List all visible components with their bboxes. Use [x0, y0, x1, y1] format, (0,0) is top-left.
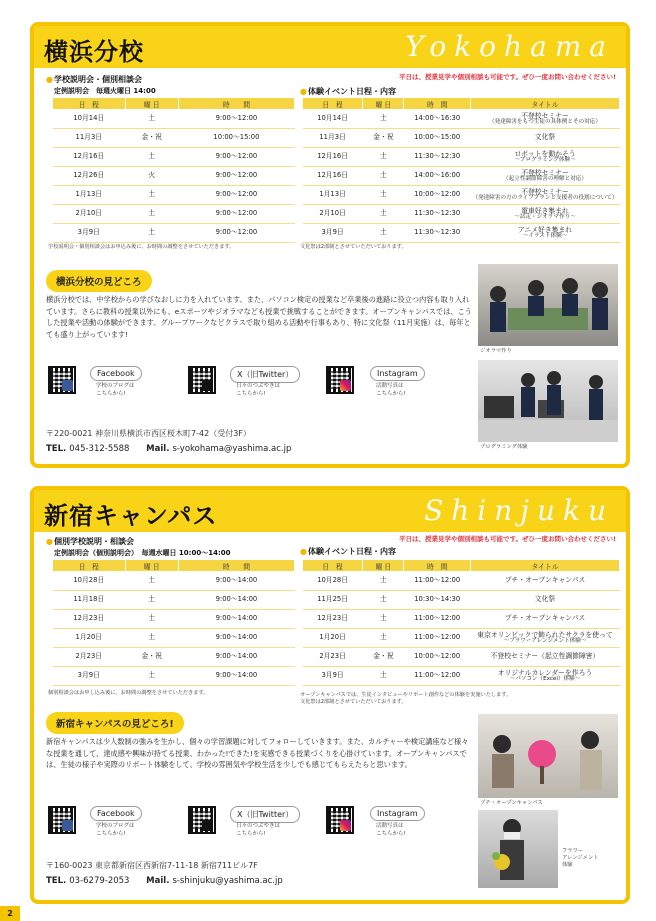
column-header: 日 程 — [303, 98, 363, 110]
yokohama-header — [34, 26, 626, 68]
table-cell: 土 — [125, 205, 178, 224]
shinjuku-briefing-sub: 定例説明会（個別説明会） 毎週水曜日 10:00～14:00 — [54, 549, 231, 557]
yokohama-title: 横浜分校 — [44, 38, 144, 66]
table-row — [53, 129, 295, 148]
event-title-cell — [470, 591, 619, 610]
table-row — [303, 648, 620, 667]
event-subtitle: ～フラワーアレンジメント体験～ — [503, 637, 587, 644]
table-cell: 土 — [125, 610, 178, 629]
table-cell: 10:00～12:00 — [404, 186, 471, 205]
table-cell: 土 — [363, 572, 404, 591]
column-header: 曜 日 — [363, 98, 404, 110]
x-icon — [202, 380, 213, 391]
table-cell: 10:00～15:00 — [404, 129, 471, 148]
shinjuku-briefing-table — [52, 559, 295, 686]
column-header: タイトル — [470, 98, 619, 110]
yokohama-contact — [46, 444, 291, 454]
event-title: 文化祭 — [534, 133, 556, 142]
event-title: 不登校セミナー — [521, 111, 569, 120]
event-subtitle: （発達障害の方のライフプランと支援者の役割について） — [472, 194, 618, 201]
table-cell: 9:00～14:00 — [178, 648, 294, 667]
column-header: 時 間 — [178, 560, 294, 572]
diorama-caption: ジオラマ作り — [480, 348, 512, 354]
table-cell: 11:30～12:30 — [404, 148, 471, 167]
table-row — [53, 148, 295, 167]
table-cell: 11月3日 — [303, 129, 363, 148]
table-cell: 土 — [363, 167, 404, 186]
shinjuku-events-footnote-2: 文化祭は2部制とさせていただいております。 — [300, 699, 407, 705]
table-cell: 3月9日 — [53, 667, 126, 686]
table-cell: 10月28日 — [53, 572, 126, 591]
table-cell: 14:00～16:00 — [404, 167, 471, 186]
event-title: 不登校セミナー — [521, 187, 569, 196]
event-title-cell — [470, 167, 619, 186]
flower-arrangement-caption: フラワー アレンジメント 体験 — [562, 848, 599, 868]
facebook-desc: 学校のブログは こちらから! — [96, 383, 135, 397]
table-cell: 9:00～12:00 — [178, 110, 294, 129]
tel-label: TEL. — [46, 876, 67, 886]
column-header: 時 間 — [178, 98, 294, 110]
table-cell: 3月9日 — [303, 667, 363, 686]
table-row — [303, 110, 620, 129]
table-cell: 9:00～12:00 — [178, 167, 294, 186]
table-row — [303, 224, 620, 243]
table-cell: 土 — [125, 110, 178, 129]
instagram-link[interactable]: Instagram — [370, 806, 425, 821]
heading-text: 体験イベント日程・内容 — [307, 547, 396, 556]
table-cell: 土 — [363, 224, 404, 243]
column-header: 日 程 — [53, 560, 126, 572]
table-cell: 9:00～12:00 — [178, 148, 294, 167]
column-header: 日 程 — [303, 560, 363, 572]
shinjuku-briefing-footnote: 個別相談会はお申し込み後に、お時間の調整をさせていただきます。 — [48, 690, 209, 696]
table-cell: 12月16日 — [53, 148, 126, 167]
event-title-cell — [470, 129, 619, 148]
column-header: タイトル — [470, 560, 619, 572]
table-cell: 11:00～12:00 — [404, 629, 471, 648]
table-cell: 土 — [125, 224, 178, 243]
table-cell: 土 — [363, 667, 404, 686]
instagram-icon — [340, 380, 351, 391]
page-number: 2 — [0, 906, 20, 921]
event-title: プチ・オープンキャンパス — [504, 614, 586, 623]
table-row — [53, 648, 295, 667]
table-cell: 9:00～12:00 — [178, 224, 294, 243]
table-cell: 2月10日 — [53, 205, 126, 224]
diorama-photo — [478, 264, 618, 346]
table-cell: 2月23日 — [53, 648, 126, 667]
column-header: 時 間 — [404, 98, 471, 110]
table-cell: 11:00～12:00 — [404, 667, 471, 686]
table-cell: 9:00～14:00 — [178, 591, 294, 610]
event-title: 文化祭 — [534, 595, 556, 604]
x-icon — [202, 820, 213, 831]
table-cell: 3月9日 — [53, 224, 126, 243]
table-cell: 9:00～14:00 — [178, 629, 294, 648]
table-cell: 9:00～12:00 — [178, 186, 294, 205]
event-subtitle: （起立性調節障害の理解と対応） — [503, 175, 587, 182]
shinjuku-events-table — [302, 559, 620, 686]
event-title-cell — [470, 224, 619, 243]
table-cell: 土 — [125, 572, 178, 591]
table-row — [53, 572, 295, 591]
table-cell: 火 — [125, 167, 178, 186]
table-cell: 10月28日 — [303, 572, 363, 591]
table-cell: 3月9日 — [303, 224, 363, 243]
event-title-cell — [470, 572, 619, 591]
event-subtitle: （発達障害をもつ生徒の具体例とその対応） — [489, 118, 601, 125]
table-row — [53, 205, 295, 224]
column-header: 曜 日 — [125, 560, 178, 572]
table-cell: 10:00～12:00 — [404, 648, 471, 667]
event-title-cell — [470, 148, 619, 167]
bullet-icon: ● — [46, 75, 53, 84]
table-cell: 11月3日 — [53, 129, 126, 148]
shinjuku-briefing-heading — [46, 536, 134, 547]
table-cell: 土 — [125, 148, 178, 167]
yokohama-briefing-footnote: 学校説明会・個別相談会はお申込み後に、お時間の調整をさせていただきます。 — [48, 244, 235, 250]
bullet-icon: ● — [46, 537, 53, 546]
event-title: オリジナルカレンダーを作ろう — [497, 668, 593, 677]
x-desc: 日々のつぶやきは こちらから! — [236, 823, 281, 837]
facebook-icon — [62, 380, 73, 391]
shinjuku-events-footnote: オープンキャンパスでは、生徒インタビューやリポート創作などの体験を実施いたします。 — [300, 692, 512, 698]
table-cell: 土 — [363, 205, 404, 224]
yokohama-description: 横浜分校では、中学校からの学びなおしに力を入れています。また、パソコン検定の授業など卒業後の進路に役立つ内容も取り入れています。さらに教科の授業以外にも、eスポーツやジオラマなども授業で挑戦することができます。オープンキャンパスでは、こうした授業や活動の体験ができます。グループワークなどクラスで取り組める活動や行事もあり、特に文化祭（11月実施）は、毎年とても盛り上がっています! — [46, 295, 472, 339]
facebook-desc: 学校のブログは こちらから! — [96, 823, 135, 837]
table-cell: 10月14日 — [303, 110, 363, 129]
yokohama-roman-title: Yokohama — [405, 30, 614, 63]
yokohama-events-table — [302, 97, 620, 243]
shinjuku-header — [34, 490, 626, 532]
instagram-desc: 活動写真は こちらから! — [376, 383, 406, 397]
column-header: 日 程 — [53, 98, 126, 110]
x-link[interactable]: X（旧Twitter） — [230, 366, 300, 383]
table-cell: 1月20日 — [53, 629, 126, 648]
table-cell: 金・祝 — [363, 648, 404, 667]
event-title: 電車好き集まれ — [521, 206, 569, 215]
table-cell: 金・祝 — [363, 129, 404, 148]
table-cell: 11:30～12:30 — [404, 224, 471, 243]
table-row — [53, 224, 295, 243]
table-cell: 土 — [125, 186, 178, 205]
yokohama-briefing-table — [52, 97, 295, 243]
event-title: 不登校セミナー — [521, 168, 569, 177]
open-campus-photo — [478, 714, 618, 798]
table-cell: 土 — [125, 591, 178, 610]
table-cell: 10:30～14:30 — [404, 591, 471, 610]
table-cell: 12月16日 — [303, 167, 363, 186]
instagram-desc: 活動写真は こちらから! — [376, 823, 406, 837]
shinjuku-roman-title: Shinjuku — [424, 494, 614, 527]
event-subtitle: ～試走・ジオラマ作り～ — [514, 213, 576, 220]
yokohama-events-footnote: 文化祭は2部制とさせていただいております。 — [300, 244, 407, 250]
yokohama-visit-note: 平日は、授業見学や個別相談も可能です。ぜひ一度お問い合わせください! — [399, 73, 616, 81]
tel-label: TEL. — [46, 444, 67, 454]
table-cell: 11:00～12:00 — [404, 610, 471, 629]
table-cell: 10月14日 — [53, 110, 126, 129]
flower-arrangement-photo — [478, 810, 558, 888]
shinjuku-contact — [46, 876, 283, 886]
table-row — [303, 610, 620, 629]
table-row — [53, 629, 295, 648]
event-title: 東京オリンピックで飾られたサクラを使って — [477, 630, 613, 639]
table-cell: 9:00～12:00 — [178, 205, 294, 224]
mail-label: Mail. — [146, 444, 170, 454]
table-cell: 2月23日 — [303, 648, 363, 667]
x-desc: 日々のつぶやきは こちらから! — [236, 383, 281, 397]
table-row — [303, 205, 620, 224]
table-cell: 土 — [363, 591, 404, 610]
yokohama-address: 〒220-0021 神奈川県横浜市西区桜木町7-42（受付3F） — [46, 429, 251, 438]
table-row — [53, 667, 295, 686]
heading-text: 学校説明会・個別相談会 — [53, 75, 142, 84]
table-row — [53, 591, 295, 610]
event-title: ロボットを動かそう — [514, 149, 576, 158]
table-row — [303, 167, 620, 186]
event-title: アニメ好き集まれ — [517, 225, 573, 234]
event-title: 不登校セミナー（起立性調節障害） — [490, 652, 600, 661]
table-cell: 11:00～12:00 — [404, 572, 471, 591]
table-cell: 11月25日 — [303, 591, 363, 610]
table-row — [53, 610, 295, 629]
bullet-icon: ● — [300, 547, 307, 556]
mail-address[interactable]: s-shinjuku@yashima.ac.jp — [172, 876, 283, 886]
table-cell: 11月18日 — [53, 591, 126, 610]
table-cell: 9:00～14:00 — [178, 667, 294, 686]
table-cell: 土 — [363, 629, 404, 648]
facebook-link[interactable]: Facebook — [90, 806, 142, 821]
mail-label: Mail. — [146, 876, 170, 886]
table-row — [303, 186, 620, 205]
instagram-icon — [340, 820, 351, 831]
event-title-cell — [470, 667, 619, 686]
table-cell: 土 — [363, 186, 404, 205]
column-header: 時 間 — [404, 560, 471, 572]
table-cell: 2月10日 — [303, 205, 363, 224]
yokohama-section — [30, 22, 630, 468]
instagram-link[interactable]: Instagram — [370, 366, 425, 381]
tel-number: 045-312-5588 — [69, 444, 130, 454]
table-cell: 12月16日 — [303, 148, 363, 167]
table-cell: 金・祝 — [125, 648, 178, 667]
yokohama-events-heading — [300, 86, 396, 97]
bullet-icon: ● — [300, 87, 307, 96]
table-cell: 土 — [363, 610, 404, 629]
table-row — [303, 572, 620, 591]
table-cell: 1月13日 — [53, 186, 126, 205]
table-cell: 12月23日 — [303, 610, 363, 629]
table-cell: 10:00～15:00 — [178, 129, 294, 148]
facebook-icon — [62, 820, 73, 831]
heading-text: 個別学校説明・相談会 — [53, 537, 134, 546]
event-title-cell — [470, 205, 619, 224]
table-cell: 11:30～12:30 — [404, 205, 471, 224]
column-header: 曜 日 — [125, 98, 178, 110]
table-row — [303, 629, 620, 648]
table-cell: 14:00～16:30 — [404, 110, 471, 129]
table-cell: 土 — [363, 110, 404, 129]
shinjuku-title: 新宿キャンパス — [44, 502, 218, 530]
table-cell: 12月23日 — [53, 610, 126, 629]
shinjuku-section — [30, 486, 630, 904]
event-title-cell — [470, 186, 619, 205]
open-campus-caption: プチ・オープンキャンパス — [480, 800, 543, 806]
table-row — [303, 129, 620, 148]
table-cell: 12月26日 — [53, 167, 126, 186]
yokohama-highlight-label: 横浜分校の見どころ — [46, 270, 152, 292]
table-row — [303, 591, 620, 610]
table-cell: 土 — [363, 148, 404, 167]
yokohama-briefing-heading — [46, 74, 142, 85]
table-cell: 9:00～14:00 — [178, 610, 294, 629]
programming-photo — [478, 360, 618, 442]
shinjuku-events-heading — [300, 546, 396, 557]
table-cell: 1月20日 — [303, 629, 363, 648]
tel-number: 03-6279-2053 — [69, 876, 130, 886]
table-row — [303, 667, 620, 686]
heading-text: 体験イベント日程・内容 — [307, 87, 396, 96]
table-row — [303, 148, 620, 167]
event-title-cell — [470, 648, 619, 667]
shinjuku-visit-note: 平日は、授業見学や個別相談も可能です。ぜひ一度お問い合わせください! — [399, 535, 616, 543]
table-cell: 9:00～14:00 — [178, 572, 294, 591]
table-row — [53, 167, 295, 186]
event-title-cell — [470, 110, 619, 129]
table-cell: 土 — [125, 629, 178, 648]
table-cell: 金・祝 — [125, 129, 178, 148]
yokohama-briefing-sub: 定例説明会 毎週火曜日 14:00 — [54, 87, 156, 95]
column-header: 曜 日 — [363, 560, 404, 572]
table-row — [53, 186, 295, 205]
table-row — [53, 110, 295, 129]
programming-caption: プログラミング体験 — [480, 444, 528, 450]
event-title: プチ・オープンキャンパス — [504, 576, 586, 585]
event-subtitle: ～プログラミング体験～ — [514, 156, 576, 163]
shinjuku-highlight-label: 新宿キャンパスの見どころ! — [46, 712, 184, 734]
x-link[interactable]: X（旧Twitter） — [230, 806, 300, 823]
shinjuku-address: 〒160-0023 東京都新宿区西新宿7-11-18 新宿711ビル7F — [46, 861, 258, 870]
mail-address[interactable]: s-yokohama@yashima.ac.jp — [172, 444, 292, 454]
facebook-link[interactable]: Facebook — [90, 366, 142, 381]
shinjuku-description: 新宿キャンパスは少人数制の強みを生かし、個々の学習課題に対してフォローしていきます。また、カルチャーや検定講座など様々な授業を通して、達成感や興味が持てる授業、わかった!できた!を実感できる授業づくりを心掛けています。オープンキャンパスでは、生徒の様子や実際のリポート体験をして、学校の雰囲気や学校生活を少しでも感じてもらえたらと思います。 — [46, 737, 469, 770]
table-cell: 1月13日 — [303, 186, 363, 205]
event-subtitle: ～イラスト体験～ — [522, 232, 568, 239]
table-cell: 土 — [125, 667, 178, 686]
event-title-cell — [470, 610, 619, 629]
event-subtitle: ～パソコン（Excel）体験～ — [509, 675, 581, 682]
event-title-cell — [470, 629, 619, 648]
